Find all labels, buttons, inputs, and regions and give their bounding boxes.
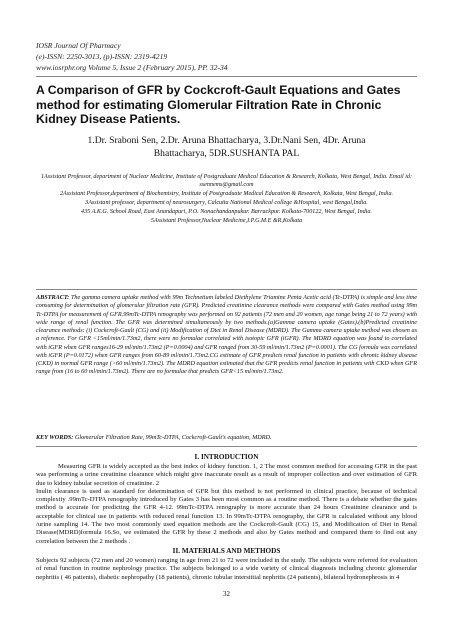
keywords [36,434,417,442]
journal-issn: (e)-ISSN: 2250-3013, (p)-ISSN: 2319-4219 [36,52,168,61]
intro-paragraph-2: Inulin clearance is used as standard for determination of GFR but this method is not performed in clinical practice, because of technical complexity .99mTc-DTPA renography introduced by Gates 3 has been most common as a routine method. There is a debate whether the gates method is accurate for predicting the GFR 4-12. 99mTc-DTPA renography is more accurate than 24 hours Creatinine clearance and is acceptable for clinical use in patients with reduced renal function 13. In 99mTc-DTPA renography, the GFR is calculated without any blood /urine sampling 14. The two most commonly used equation methods are the Cockcroft-Gault (CG) 15, and Modification of Diet in Renal Disease(MDRD)formula 16.So, we estimated the GFR by these 2 methods and also by Gates method and compared them to find out any correlation between the 2 methods . [36,487,417,545]
keywords-bottom-rule [36,446,417,447]
section-1-body [36,463,417,546]
affiliation-5: 5Assistant Professor,Nuclear Medicine,I.P.G.M.E &R,Kolkata [150,218,303,225]
author-list [60,134,393,160]
page-number: 32 [223,590,230,598]
author-line-1: 1.Dr. Sraboni Sen, 2.Dr. Aruna Bhattacharya, 3.Dr.Nani Sen, 4Dr. Aruna [87,135,366,146]
keywords-label: KEY WORDS: [36,434,74,441]
affiliation-2: 2Assistant Professor,department of Biochemistry, Institute of Postgraduate Medical Education & Research, Kolkata, West Bengal, India. [59,191,394,198]
abstract-top-rule [36,289,417,290]
section-2-title: II. MATERIALS AND METHODS [172,547,281,555]
affiliation-4: 435 A.K.G. School Road, East Anandapuri, P.O. Nonachandanpukur. Barrackpur. Kolkata-700122, West Bengal, India. [81,209,372,216]
abstract [36,294,417,377]
header-rule [36,76,417,77]
abstract-label: ABSTRACT: [36,294,70,301]
affiliation-1: 1Assistant Professor, department of Nuclear Medicine, Institute of Postgraduate Medical Education & Research, Kolkata, West Bengal, India. Email id: ssennems@gmail.com [41,174,412,189]
author-line-2: Bhattacharya, 5DR.SUSHANTA PAL [153,148,300,159]
affiliation-3: 3Assistant professor, department of neurosurgery, Calcutta National Medical college &Hospital, west Bengal,India. [85,200,368,207]
affiliations [36,173,417,226]
journal-volume: www.iosrphr.org Volume 5, Issue 2 (February 2015), PP. 32-34 [36,63,228,72]
methods-paragraph: Subjects 92 subjects (72 men and 20 women) ranging in age from 21 to 72 were included in the study. The subjects were referred for evaluation of renal function in routine nephrology practice. The subjects belonged to a wide variety of clinical diagnosis including chronic glomerular nephritis ( 46 patients), diabetic nephropathy (18 patients), chronic tubular interstitial nephritis (24 patients), bilateral hydronephrosis in 4 [36,557,417,581]
section-2-body [36,557,417,582]
keywords-text: Glomerular Filtration Rate, 99mTc-DTPA, Cockcroft-Gault's equation, MDRD. [74,434,272,441]
abstract-text: The gamma camera uptake method with 99m Technetium labeled Diethylene Triamine Penta Acetic acid (Tc-DTPA) is simple and less time consuming for determination of glomerular filtration rate (GFR). Predicted creatinine clearance methods were compared with Gates method using 99m Tc-DTPA for measurement of GFR.99mTc-DTPA renography was performed on 92 patients (72 men and 20 women, age range being 21 to 72 years) with wide range of renal function. The GFR was determined simultaneously by two methods.(a)Gamma camera uptake (Gates).(b)Predicted creatinine clearance methods: (i) Cockcroft-Gault (CG) and (ii) Modification of Diet in Renal Disease (MDRD). The Gamma camera uptake method was chosen as a reference. For GFR <15ml/min/1.73m2, there were no formulae correlated with isotopic GFR (iGFR). The MDRD equation was found to correlated with iGFR when GFR ranges16-29 ml/min/1.73m2 (P=0.0004) and GFR ranged from 30-59 ml/min/1.73m2 (P=0.0001). The CG formula was correlated with iGFR (P=0.0172) when GFR ranges from 60-89 ml/min/1.73m2.CG estimate of GFR predicts renal function in patients with chronic kidney disease (CKD) in normal GFR range (>60 ml/min/1.73m2). The MDRD equation estimated that the GFR predicts renal function in patients with CKD when GFR range from (16 to 60 ml/min/1.73m2). There are no formulae that predicts GFR<15 ml/min/1.73m2. [36,294,417,376]
paper-title: A Comparison of GFR by Cockcroft-Gault Equations and Gates method for estimating Glomerular Filtration Rate in Chronic Kidney Disease Patients. [36,83,401,126]
journal-name: IOSR Journal Of Pharmacy [36,41,121,50]
intro-paragraph-1: Measuring GFR is widely accepted as the best index of kidney function. 1, 2 The most common method for accessing GFR in the past was performing a urine creatinine clearance which might give inaccurate result as a result of improper collection and over estimation of GFR due to kidney tubular secretion of creatinine. 2 [36,463,417,487]
section-1-title: I. INTRODUCTION [194,453,259,461]
journal-header [36,40,228,73]
